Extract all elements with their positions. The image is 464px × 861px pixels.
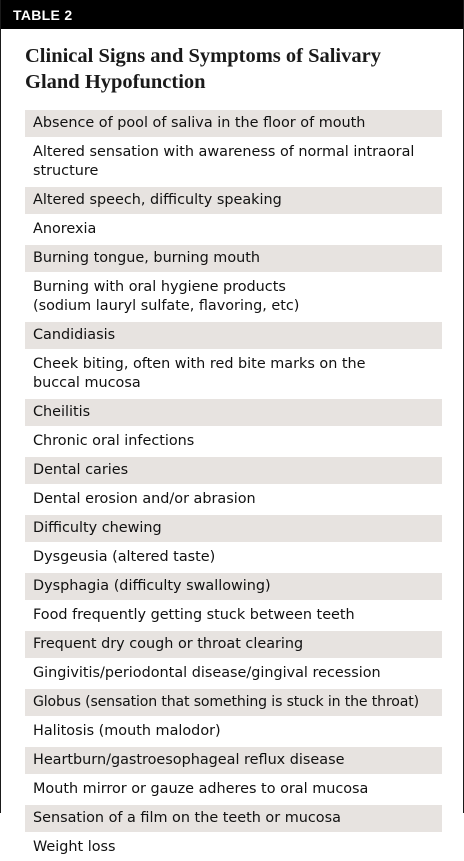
list-item: Cheilitis — [25, 397, 442, 426]
list-item: Mouth mirror or gauze adheres to oral mucosa — [25, 774, 442, 803]
list-item: Absence of pool of saliva in the floor of mouth — [25, 108, 442, 137]
list-item-line-1: Burning with oral hygiene products — [33, 279, 286, 295]
list-item: Weight loss — [25, 832, 442, 861]
list-item: Dysgeusia (altered taste) — [25, 542, 442, 571]
list-item: Candidiasis — [25, 320, 442, 349]
list-item: Frequent dry cough or throat clearing — [25, 629, 442, 658]
list-item: Cheek biting, often with red bite marks on the buccal mucosa — [25, 349, 442, 397]
list-item: Chronic oral infections — [25, 426, 442, 455]
table-title: Clinical Signs and Symptoms of Salivary Gland Hypofunction — [25, 45, 381, 93]
list-item — [25, 272, 442, 320]
list-item: Globus (sensation that something is stuck in the throat) — [25, 687, 442, 716]
list-item: Dental caries — [25, 455, 442, 484]
list-item-line-2: (sodium lauryl sulfate, flavoring, etc) — [33, 298, 300, 314]
list-item: Halitosis (mouth malodor) — [25, 716, 442, 745]
list-item: Burning tongue, burning mouth — [25, 243, 442, 272]
list-item: Dysphagia (difficulty swallowing) — [25, 571, 442, 600]
list-item: Difficulty chewing — [25, 513, 442, 542]
list-item: Dental erosion and/or abrasion — [25, 484, 442, 513]
list-item: Altered speech, difficulty speaking — [25, 185, 442, 214]
list-item: Sensation of a film on the teeth or mucosa — [25, 803, 442, 832]
list-item: Gingivitis/periodontal disease/gingival recession — [25, 658, 442, 687]
table-label-bar — [1, 0, 463, 29]
list-item: Altered sensation with awareness of normal intraoral structure — [25, 137, 442, 185]
list-item: Anorexia — [25, 214, 442, 243]
list-item: Food frequently getting stuck between teeth — [25, 600, 442, 629]
list-item: Heartburn/gastroesophageal reflux disease — [25, 745, 442, 774]
symptom-list — [25, 108, 442, 861]
table-label: TABLE 2 — [13, 6, 73, 23]
